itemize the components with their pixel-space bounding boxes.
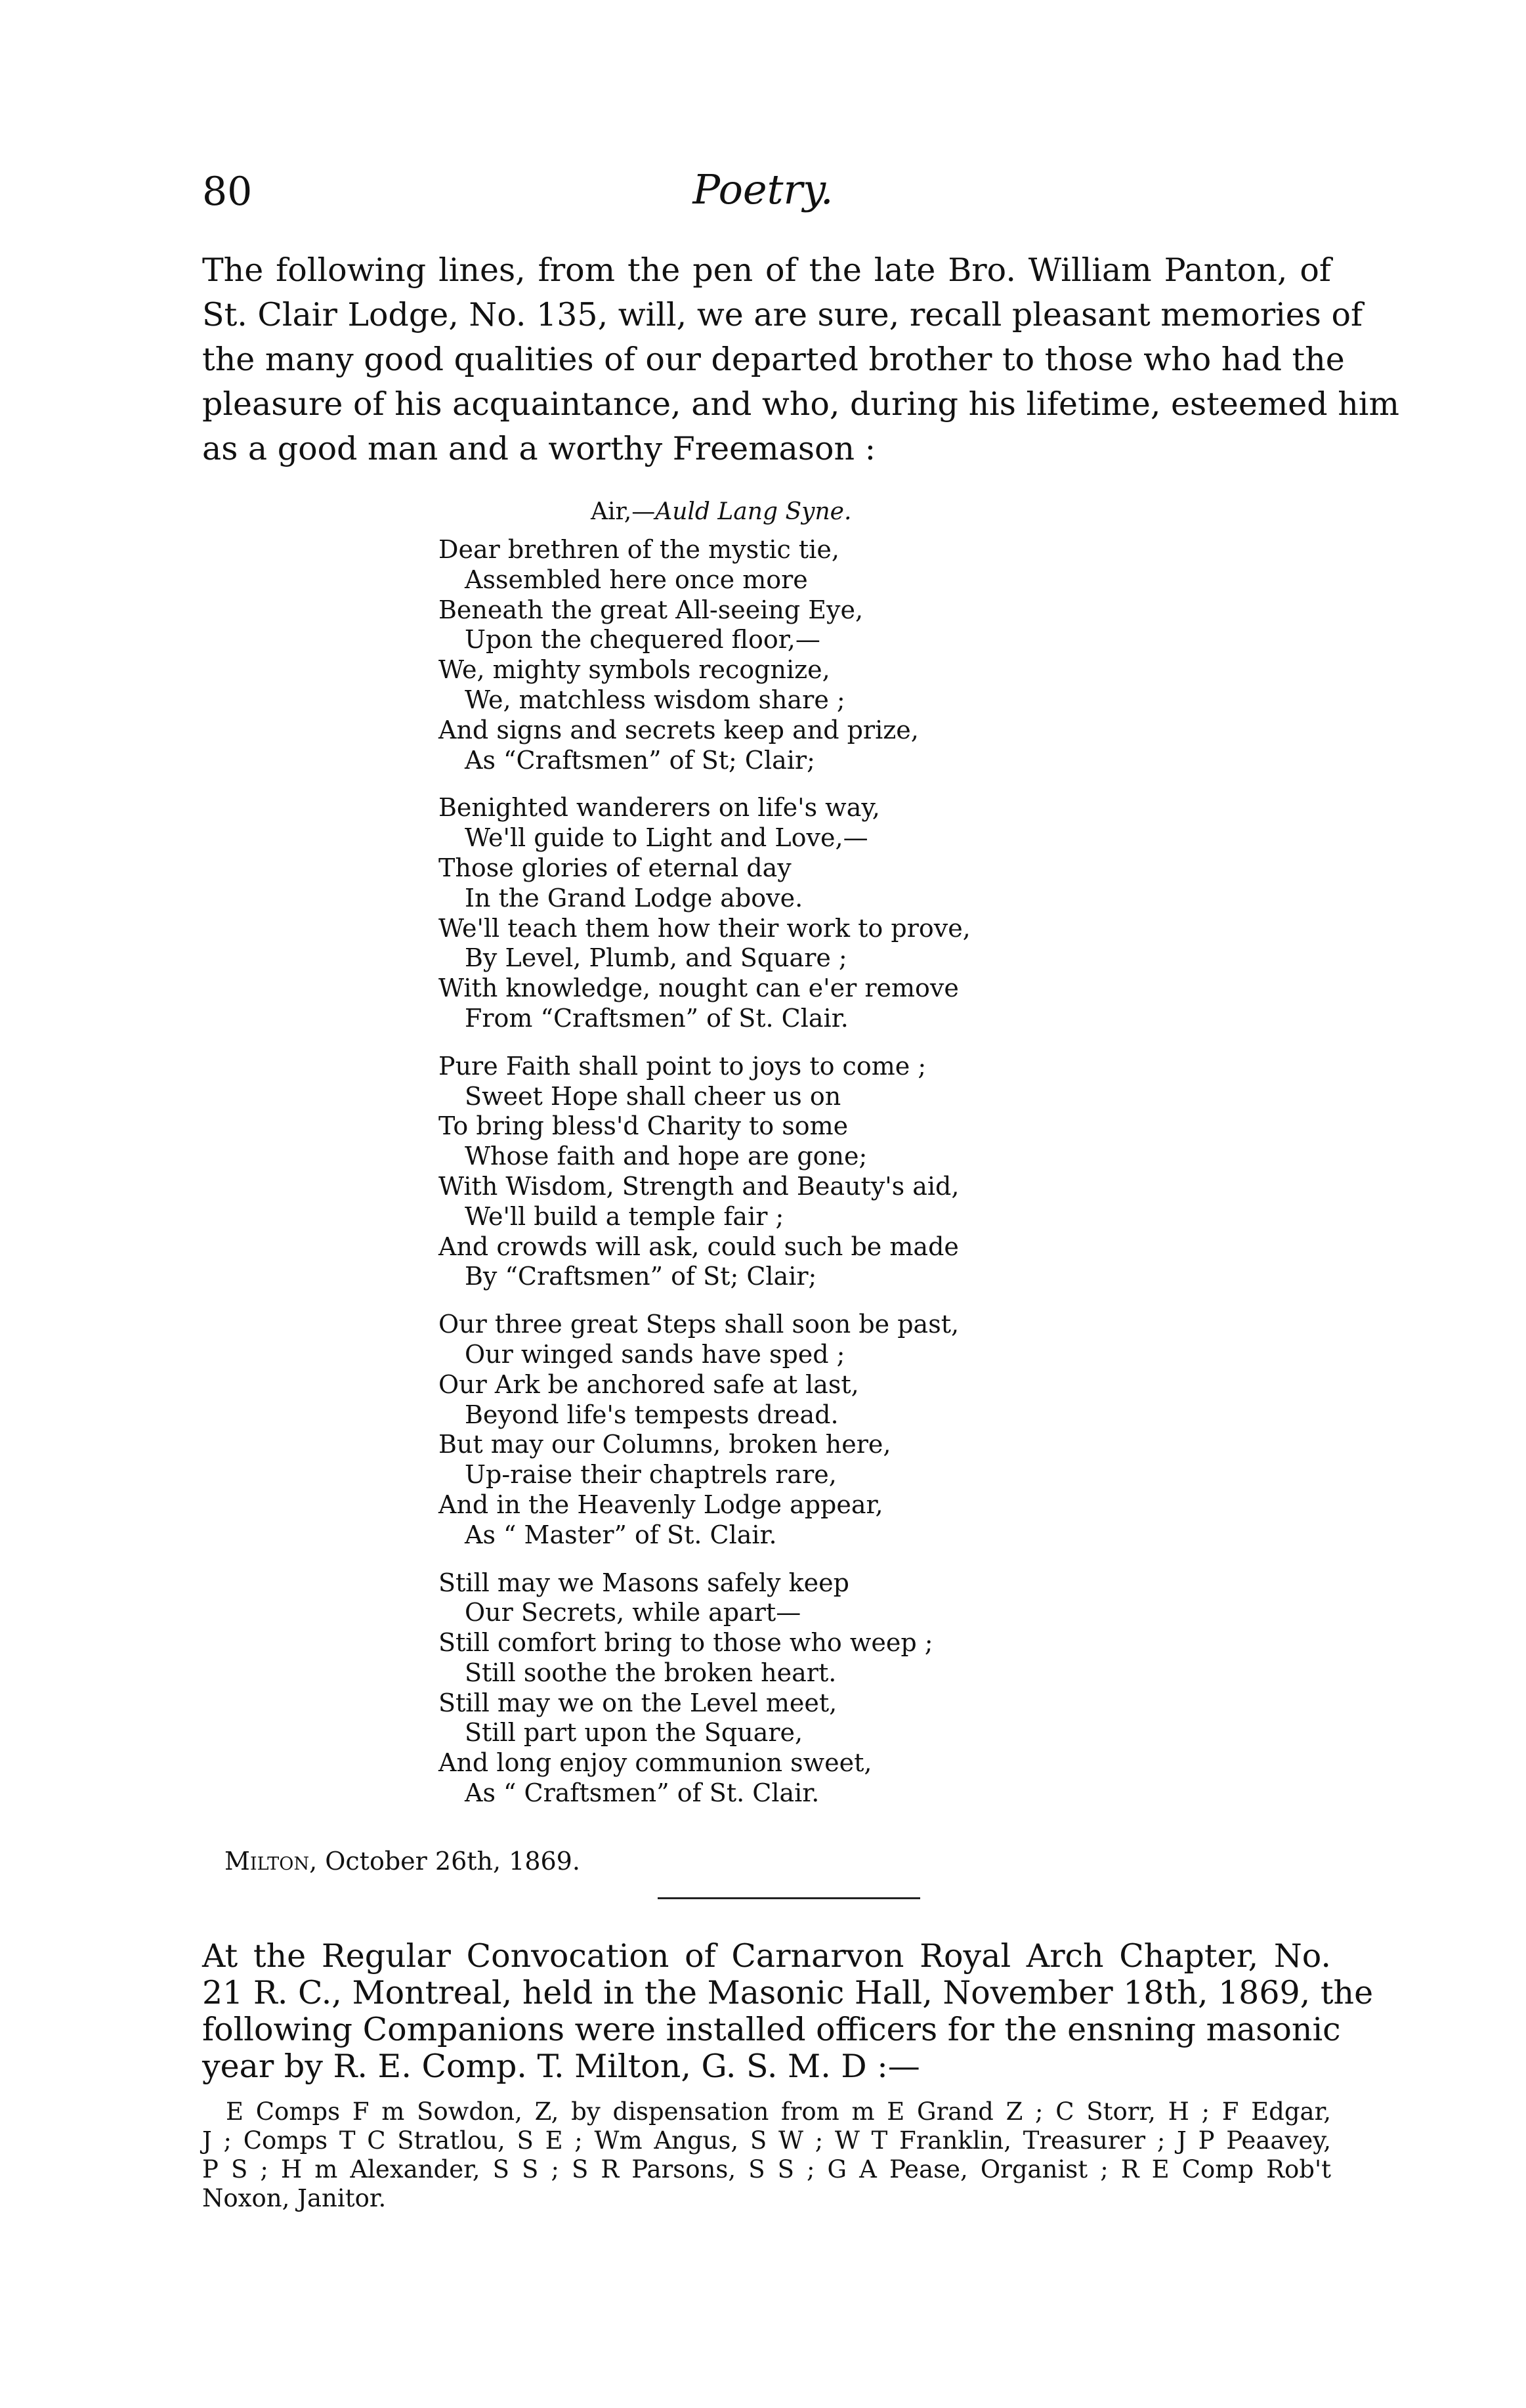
verse-line: From “Craftsmen” of St. Clair. bbox=[465, 1003, 849, 1033]
section-divider bbox=[658, 1897, 920, 1899]
running-title: Poetry. bbox=[692, 165, 834, 213]
verse-line: We, mighty symbols recognize, bbox=[438, 655, 830, 685]
verse-line: Our three great Steps shall soon be past, bbox=[438, 1310, 960, 1339]
verse-line: But may our Columns, broken here, bbox=[438, 1430, 891, 1459]
poem-stanza bbox=[438, 535, 971, 775]
notice-line: 21 R. C., Montreal, held in the Masonic Hall, November 18th, 1869, the bbox=[202, 1974, 1374, 2011]
verse-line: Pure Faith shall point to joys to come ; bbox=[438, 1051, 927, 1081]
verse-line: And crowds will ask, could such be made bbox=[438, 1232, 959, 1261]
officers-line: E Comps F m Sowdon, Z, by dispensation from m E Grand Z ; C Storr, H ; F Edgar, bbox=[226, 2097, 1331, 2126]
convocation-notice bbox=[202, 1937, 1374, 2085]
intro-line: pleasure of his acquaintance, and who, during his lifetime, esteemed him bbox=[202, 385, 1399, 423]
verse-line: By Level, Plumb, and Square ; bbox=[465, 943, 847, 973]
verse-line: As “ Craftsmen” of St. Clair. bbox=[465, 1778, 820, 1808]
verse-line: We'll teach them how their work to prove, bbox=[438, 913, 971, 943]
intro-line: St. Clair Lodge, No. 135, will, we are sure, recall pleasant memories of bbox=[202, 296, 1363, 333]
verse-line: Up-raise their chaptrels rare, bbox=[465, 1460, 837, 1490]
verse-line: Upon the chequered floor,— bbox=[465, 625, 820, 655]
verse-line: Still may we on the Level meet, bbox=[438, 1688, 837, 1717]
poem bbox=[438, 535, 971, 1809]
intro-line: as a good man and a worthy Freemason : bbox=[202, 430, 876, 467]
verse-line: By “Craftsmen” of St; Clair; bbox=[465, 1262, 817, 1291]
notice-line: At the Regular Convocation of Carnarvon Royal Arch Chapter, No. bbox=[202, 1937, 1331, 1975]
officers-list bbox=[202, 2097, 1331, 2213]
page-number: 80 bbox=[202, 169, 253, 215]
signoff-date: October 26th, 1869. bbox=[325, 1847, 580, 1876]
verse-line: Assembled here once more bbox=[465, 565, 808, 594]
signoff-place: Milton, bbox=[224, 1847, 318, 1876]
poem-stanza bbox=[438, 1052, 971, 1292]
intro-line: the many good qualities of our departed brother to those who had the bbox=[202, 341, 1345, 378]
verse-line: As “Craftsmen” of St; Clair; bbox=[465, 745, 815, 775]
verse-line: Benighted wanderers on life's way, bbox=[438, 793, 880, 823]
poem-signoff bbox=[224, 1849, 580, 1874]
air-label: Air,— bbox=[591, 498, 656, 525]
air-tune: Auld Lang Syne. bbox=[655, 498, 852, 525]
verse-line: Those glories of eternal day bbox=[438, 853, 792, 882]
poem-stanza bbox=[438, 1310, 971, 1550]
verse-line: We'll build a temple fair ; bbox=[465, 1201, 784, 1231]
verse-line: We'll guide to Light and Love,— bbox=[465, 823, 868, 853]
verse-line: Sweet Hope shall cheer us on bbox=[465, 1081, 841, 1111]
verse-line: Still soothe the broken heart. bbox=[465, 1658, 837, 1687]
officers-line: J ; Comps T C Stratlou, S E ; Wm Angus, S W ; W T Franklin, Treasurer ; J P Peaavey, bbox=[202, 2126, 1331, 2155]
intro-paragraph bbox=[202, 248, 1399, 471]
verse-line: Still comfort bring to those who weep ; bbox=[438, 1628, 933, 1658]
verse-line: Our Ark be anchored safe at last, bbox=[438, 1369, 859, 1399]
verse-line: And long enjoy communion sweet, bbox=[438, 1748, 872, 1778]
verse-line: We, matchless wisdom share ; bbox=[465, 685, 845, 714]
officers-line: Noxon, Janitor. bbox=[202, 2184, 387, 2212]
verse-line: Whose faith and hope are gone; bbox=[465, 1142, 868, 1171]
verse-line: Dear brethren of the mystic tie, bbox=[438, 535, 839, 564]
notice-line: following Companions were installed officers for the ensning masonic bbox=[202, 2011, 1341, 2048]
verse-line: In the Grand Lodge above. bbox=[465, 883, 803, 913]
notice-line: year by R. E. Comp. T. Milton, G. S. M. D :— bbox=[202, 2048, 920, 2085]
verse-line: Our Secrets, while apart— bbox=[465, 1598, 801, 1627]
intro-line: The following lines, from the pen of the late Bro. William Panton, of bbox=[202, 251, 1331, 289]
verse-line: Beyond life's tempests dread. bbox=[465, 1400, 839, 1429]
poem-stanza bbox=[438, 1568, 971, 1809]
verse-line: Still may we Masons safely keep bbox=[438, 1568, 849, 1597]
verse-line: Still part upon the Square, bbox=[465, 1718, 803, 1748]
verse-line: And signs and secrets keep and prize, bbox=[438, 715, 919, 744]
verse-line: With Wisdom, Strength and Beauty's aid, bbox=[438, 1171, 960, 1201]
verse-line: Beneath the great All-seeing Eye, bbox=[438, 595, 864, 624]
verse-line: With knowledge, nought can e'er remove bbox=[438, 974, 959, 1003]
officers-line: P S ; H m Alexander, S S ; S R Parsons, S S ; G A Pease, Organist ; R E Comp Rob't bbox=[202, 2155, 1331, 2183]
poem-stanza bbox=[438, 793, 971, 1033]
air-heading bbox=[591, 500, 851, 524]
verse-line: As “ Master” of St. Clair. bbox=[465, 1520, 777, 1549]
verse-line: To bring bless'd Charity to some bbox=[438, 1111, 849, 1141]
verse-line: And in the Heavenly Lodge appear, bbox=[438, 1490, 883, 1519]
verse-line: Our winged sands have sped ; bbox=[465, 1339, 845, 1369]
